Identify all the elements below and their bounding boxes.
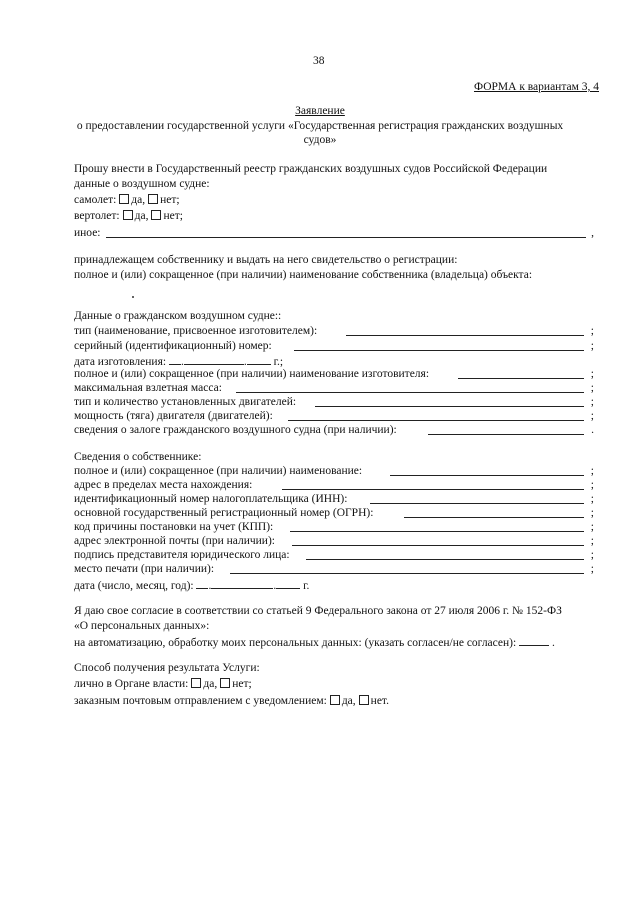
power-row (74, 409, 594, 423)
by-mail-no-checkbox[interactable] (359, 695, 369, 705)
manufacture-day-field[interactable] (169, 353, 181, 365)
ogrn-row (74, 506, 594, 520)
max-mass-field[interactable] (236, 392, 584, 393)
owner-date-label: дата (число, месяц, год): (74, 580, 194, 592)
pledge-field[interactable] (428, 434, 584, 435)
serial-row (74, 339, 594, 353)
airplane-label: самолет: (74, 194, 117, 206)
other-field[interactable] (106, 237, 586, 238)
stamp-label: место печати (при наличии): (74, 563, 215, 575)
yes-label: да, (131, 194, 146, 206)
helicopter-label: вертолет: (74, 210, 120, 222)
email-field[interactable] (292, 545, 584, 546)
semicolon: ; (590, 396, 594, 408)
airplane-yes-checkbox[interactable] (119, 194, 129, 204)
email-row (74, 534, 594, 548)
semicolon: ; (590, 325, 594, 337)
year-suffix: г. (303, 580, 310, 592)
signature-label: подпись представителя юридического лица: (74, 549, 290, 561)
helicopter-no-checkbox[interactable] (151, 210, 161, 220)
by-mail-yes-checkbox[interactable] (330, 695, 340, 705)
comma: , (591, 227, 594, 239)
pledge-label: сведения о залоге гражданского воздушного судна (при наличии): (74, 424, 397, 436)
owner-address-field[interactable] (282, 489, 584, 490)
consent-line2: «О персональных данных»: (74, 620, 210, 632)
max-mass-row (74, 381, 594, 395)
stamp-row (74, 562, 594, 576)
signature-field[interactable] (306, 559, 584, 560)
manufacture-month-field[interactable] (184, 353, 244, 365)
inn-field[interactable] (370, 503, 584, 504)
semicolon: ; (590, 521, 594, 533)
year-suffix: г.; (273, 356, 284, 368)
consent-line1: Я даю свое согласие в соответствии со статьей 9 Федерального закона от 27 июля 2006 г. № 152-ФЗ (74, 605, 562, 617)
ogrn-label: основной государственный регистрационный номер (ОГРН): (74, 507, 374, 519)
document-subtitle-line1: о предоставлении государственной услуги «Государственная регистрация гражданских воздушных (76, 120, 564, 132)
yes-label: да, (134, 210, 149, 222)
max-mass-label: максимальная взлетная масса: (74, 382, 222, 394)
airplane-row (74, 193, 180, 207)
semicolon: ; (590, 340, 594, 352)
serial-label: серийный (идентификационный) номер: (74, 340, 272, 352)
semicolon: ; (590, 410, 594, 422)
period: . (551, 637, 555, 649)
aircraft-type-label: тип (наименование, присвоенное изготовителем): (74, 325, 318, 337)
semicolon: ; (590, 368, 594, 380)
no-label: нет; (160, 194, 180, 206)
other-label: иное: (74, 227, 101, 239)
yes-label: да, (341, 695, 356, 707)
serial-field[interactable] (294, 350, 584, 351)
by-mail-row (74, 694, 389, 708)
owner-name-label: полное и (или) сокращенное (при наличии) наименование: (74, 465, 363, 477)
consent-line3 (74, 634, 555, 650)
owner-date-row: дата (число, месяц, год): . . г. (74, 577, 309, 593)
owner-heading: Сведения о собственнике: (74, 451, 202, 463)
semicolon: ; (590, 535, 594, 547)
email-label: адрес электронной почты (при наличии): (74, 535, 275, 547)
consent-answer-field[interactable] (519, 634, 549, 646)
helicopter-row (74, 209, 183, 223)
owner-month-field[interactable] (211, 577, 273, 589)
pledge-row (74, 423, 594, 437)
stray-dot (132, 296, 134, 298)
signature-row (74, 548, 594, 562)
ogrn-field[interactable] (404, 517, 584, 518)
power-label: мощность (тяга) двигателя (двигателей): (74, 410, 273, 422)
airplane-no-checkbox[interactable] (148, 194, 158, 204)
semicolon: ; (590, 479, 594, 491)
kpp-field[interactable] (290, 531, 584, 532)
no-label: нет. (370, 695, 389, 707)
in-person-row (74, 677, 252, 691)
other-row (74, 226, 594, 240)
semicolon: ; (590, 382, 594, 394)
stamp-field[interactable] (230, 573, 584, 574)
in-person-no-checkbox[interactable] (220, 678, 230, 688)
document-title: Заявление (295, 105, 345, 117)
in-person-yes-checkbox[interactable] (191, 678, 201, 688)
page-number: 38 (313, 55, 325, 67)
manufacture-date-label: дата изготовления: (74, 356, 167, 368)
consent-question: на автоматизацию, обработку моих персональных данных: (указать согласен/не согласен): (74, 637, 517, 649)
no-label: нет; (163, 210, 183, 222)
owner-intro-line1: принадлежащем собственнику и выдать на него свидетельство о регистрации: (74, 254, 458, 266)
aircraft-type-row (74, 324, 594, 338)
aircraft-type-field[interactable] (346, 335, 584, 336)
semicolon: ; (590, 507, 594, 519)
intro-line2: данные о воздушном судне: (74, 178, 210, 190)
owner-intro-line2: полное и (или) сокращенное (при наличии) наименование собственника (владельца) объекта: (74, 269, 533, 281)
inn-label: идентификационный номер налогоплательщика (ИНН): (74, 493, 348, 505)
manufacturer-row (74, 367, 594, 381)
semicolon: ; (590, 549, 594, 561)
owner-year-field[interactable] (276, 577, 300, 589)
aircraft-heading: Данные о гражданском воздушном судне:: (74, 310, 282, 322)
helicopter-yes-checkbox[interactable] (123, 210, 133, 220)
manufacture-year-field[interactable] (247, 353, 271, 365)
engines-row (74, 395, 594, 409)
manufacture-date-row: дата изготовления: . . г.; (74, 353, 283, 369)
engines-label: тип и количество установленных двигателей: (74, 396, 297, 408)
semicolon: ; (590, 465, 594, 477)
kpp-row (74, 520, 594, 534)
intro-line1: Прошу внести в Государственный реестр гражданских воздушных судов Российской Федерации (74, 163, 548, 175)
document-subtitle-line2: судов» (303, 134, 337, 146)
owner-name-field[interactable] (390, 475, 584, 476)
period: . (591, 424, 594, 436)
no-label: нет; (232, 678, 252, 690)
yes-label: да, (203, 678, 218, 690)
engines-field[interactable] (315, 406, 584, 407)
owner-day-field[interactable] (196, 577, 208, 589)
delivery-heading: Способ получения результата Услуги: (74, 662, 260, 674)
semicolon: ; (590, 493, 594, 505)
owner-address-label: адрес в пределах места нахождения: (74, 479, 253, 491)
by-mail-label: заказным почтовым отправлением с уведомлением: (74, 695, 327, 707)
manufacturer-field[interactable] (458, 378, 584, 379)
owner-name-row (74, 464, 594, 478)
power-field[interactable] (288, 420, 584, 421)
form-reference: ФОРМА к вариантам 3, 4 (473, 81, 599, 93)
inn-row (74, 492, 594, 506)
owner-address-row (74, 478, 594, 492)
kpp-label: код причины постановки на учет (КПП): (74, 521, 274, 533)
in-person-label: лично в Органе власти: (74, 678, 189, 690)
semicolon: ; (590, 563, 594, 575)
manufacturer-label: полное и (или) сокращенное (при наличии) наименование изготовителя: (74, 368, 430, 380)
